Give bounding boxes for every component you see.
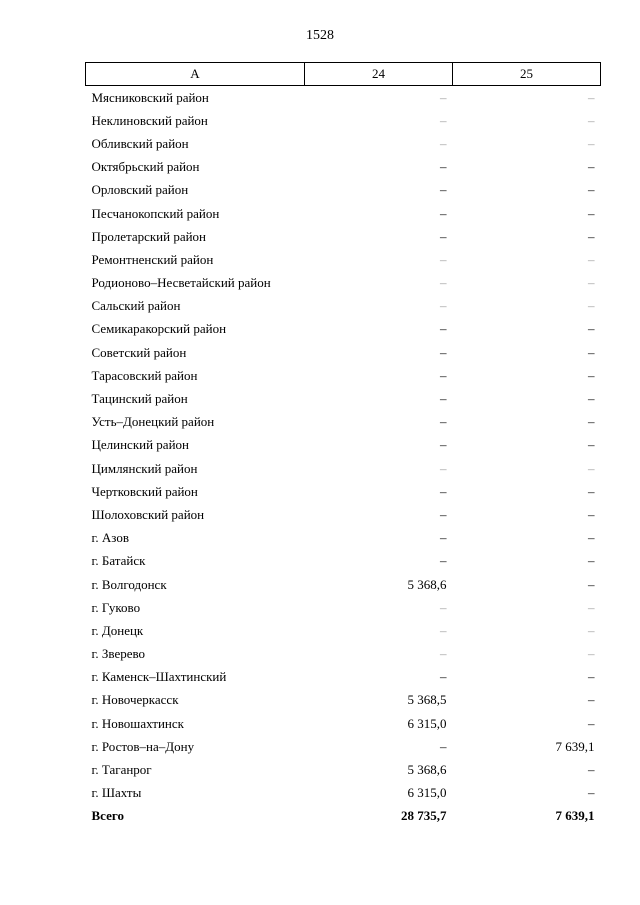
- table-row: [86, 666, 601, 689]
- row-value-24: –: [440, 414, 447, 430]
- table-row: [86, 248, 601, 271]
- row-value-25: –: [588, 576, 595, 592]
- header-col-24: 24: [305, 63, 453, 86]
- row-name: г. Новочеркасск: [91, 692, 179, 708]
- row-value-25: –: [588, 553, 595, 569]
- row-value-25: –: [588, 785, 595, 801]
- row-value-25: –: [588, 391, 595, 407]
- row-value-24: –: [440, 437, 447, 453]
- row-value-24: –: [440, 321, 447, 337]
- row-value-25: –: [588, 321, 595, 337]
- row-value-24: –: [440, 344, 447, 360]
- row-name: Пролетарский район: [91, 228, 207, 244]
- row-value-24: –: [440, 251, 447, 267]
- row-name: Цимлянский район: [91, 460, 198, 476]
- table-row: [86, 735, 601, 758]
- row-name: Мясниковский район: [91, 89, 209, 105]
- row-value-24: –: [440, 738, 447, 754]
- table-row: [86, 643, 601, 666]
- row-value-25: –: [588, 414, 595, 430]
- table-row: [86, 689, 601, 712]
- row-value-25: –: [588, 298, 595, 314]
- row-name: Чертковский район: [91, 483, 198, 499]
- row-name: г. Батайск: [91, 553, 146, 569]
- row-value-24: –: [440, 135, 447, 151]
- table-row: [86, 272, 601, 295]
- row-value-24: 6 315,0: [407, 785, 447, 801]
- row-value-25: –: [588, 599, 595, 615]
- row-value-25: –: [588, 437, 595, 453]
- row-name: г. Донецк: [91, 622, 144, 638]
- table-row: [86, 712, 601, 735]
- row-value-24: –: [440, 599, 447, 615]
- row-name: г. Новошахтинск: [91, 715, 184, 731]
- table-row: [86, 86, 601, 110]
- table-row: [86, 341, 601, 364]
- row-value-24: –: [440, 298, 447, 314]
- row-name: Тацинский район: [91, 391, 188, 407]
- total-value-24: 28 735,7: [401, 808, 447, 824]
- row-name: г. Зверево: [91, 646, 146, 662]
- row-value-24: –: [440, 228, 447, 244]
- table-row: [86, 527, 601, 550]
- row-value-24: 5 368,6: [407, 762, 447, 778]
- row-value-24: –: [440, 391, 447, 407]
- row-value-25: 7 639,1: [555, 738, 595, 754]
- row-value-24: –: [440, 112, 447, 128]
- row-name: Усть–Донецкий район: [91, 414, 215, 430]
- row-value-24: 5 368,6: [407, 576, 447, 592]
- row-value-25: –: [588, 506, 595, 522]
- row-value-24: –: [440, 553, 447, 569]
- table-row: [86, 434, 601, 457]
- table-row: [86, 503, 601, 526]
- table-row: [86, 132, 601, 155]
- table-body: [86, 86, 601, 829]
- table-row: [86, 202, 601, 225]
- row-name: Советский район: [91, 344, 187, 360]
- page-number: 1528: [306, 28, 334, 43]
- row-value-25: –: [588, 669, 595, 685]
- row-value-25: –: [588, 251, 595, 267]
- header-col-a: А: [86, 63, 305, 86]
- table-row: [86, 782, 601, 805]
- row-name: Неклиновский район: [91, 112, 208, 128]
- table-row: [86, 758, 601, 781]
- total-value-25: 7 639,1: [555, 808, 595, 824]
- row-value-24: –: [440, 205, 447, 221]
- row-value-25: –: [588, 182, 595, 198]
- row-value-25: –: [588, 89, 595, 105]
- row-name: Тарасовский район: [91, 367, 198, 383]
- total-label: Всего: [91, 808, 124, 824]
- row-value-25: –: [588, 715, 595, 731]
- row-value-24: –: [440, 182, 447, 198]
- row-value-25: –: [588, 646, 595, 662]
- row-value-25: –: [588, 483, 595, 499]
- row-name: г. Гуково: [91, 599, 141, 615]
- row-value-25: –: [588, 275, 595, 291]
- row-name: Родионово–Несветайский район: [91, 275, 271, 291]
- row-value-25: –: [588, 762, 595, 778]
- row-value-24: –: [440, 460, 447, 476]
- row-value-25: –: [588, 344, 595, 360]
- table-row: [86, 480, 601, 503]
- row-name: Обливский район: [91, 135, 189, 151]
- row-value-25: –: [588, 460, 595, 476]
- row-value-24: –: [440, 646, 447, 662]
- row-name: г. Шахты: [91, 785, 142, 801]
- row-value-25: –: [588, 135, 595, 151]
- table-row: [86, 573, 601, 596]
- row-name: Целинский район: [91, 437, 189, 453]
- row-value-25: –: [588, 367, 595, 383]
- row-value-24: 5 368,5: [407, 692, 447, 708]
- row-value-24: –: [440, 367, 447, 383]
- data-table: [85, 62, 601, 828]
- table-row: [86, 364, 601, 387]
- row-name: Шолоховский район: [91, 506, 205, 522]
- row-value-25: –: [588, 159, 595, 175]
- row-value-24: –: [440, 669, 447, 685]
- row-name: г. Таганрог: [91, 762, 152, 778]
- table-row: [86, 179, 601, 202]
- table-row: [86, 596, 601, 619]
- row-name: Песчанокопский район: [91, 205, 220, 221]
- row-value-24: –: [440, 159, 447, 175]
- table-row: [86, 619, 601, 642]
- row-value-24: –: [440, 483, 447, 499]
- row-name: Орловский район: [91, 182, 189, 198]
- table-row: [86, 457, 601, 480]
- header-col-25: 25: [453, 63, 601, 86]
- row-value-24: 6 315,0: [407, 715, 447, 731]
- row-value-24: –: [440, 622, 447, 638]
- table-row: [86, 295, 601, 318]
- table-row: [86, 318, 601, 341]
- table-row: [86, 411, 601, 434]
- total-row: [86, 805, 601, 828]
- row-value-25: –: [588, 622, 595, 638]
- table-row: [86, 109, 601, 132]
- row-name: г. Волгодонск: [91, 576, 167, 592]
- row-value-25: –: [588, 530, 595, 546]
- row-value-24: –: [440, 530, 447, 546]
- row-value-24: –: [440, 89, 447, 105]
- row-name: Семикаракорский район: [91, 321, 227, 337]
- row-value-25: –: [588, 228, 595, 244]
- table-row: [86, 225, 601, 248]
- table-row: [86, 156, 601, 179]
- row-name: Ремонтненский район: [91, 251, 214, 267]
- row-name: Сальский район: [91, 298, 181, 314]
- row-value-25: –: [588, 205, 595, 221]
- row-name: г. Ростов–на–Дону: [91, 738, 195, 754]
- row-value-24: –: [440, 275, 447, 291]
- table-row: [86, 387, 601, 410]
- table-row: [86, 550, 601, 573]
- row-name: г. Каменск–Шахтинский: [91, 669, 227, 685]
- row-name: г. Азов: [91, 530, 129, 546]
- row-value-25: –: [588, 692, 595, 708]
- header-row: [86, 63, 601, 86]
- row-name: Октябрьский район: [91, 159, 200, 175]
- row-value-24: –: [440, 506, 447, 522]
- row-value-25: –: [588, 112, 595, 128]
